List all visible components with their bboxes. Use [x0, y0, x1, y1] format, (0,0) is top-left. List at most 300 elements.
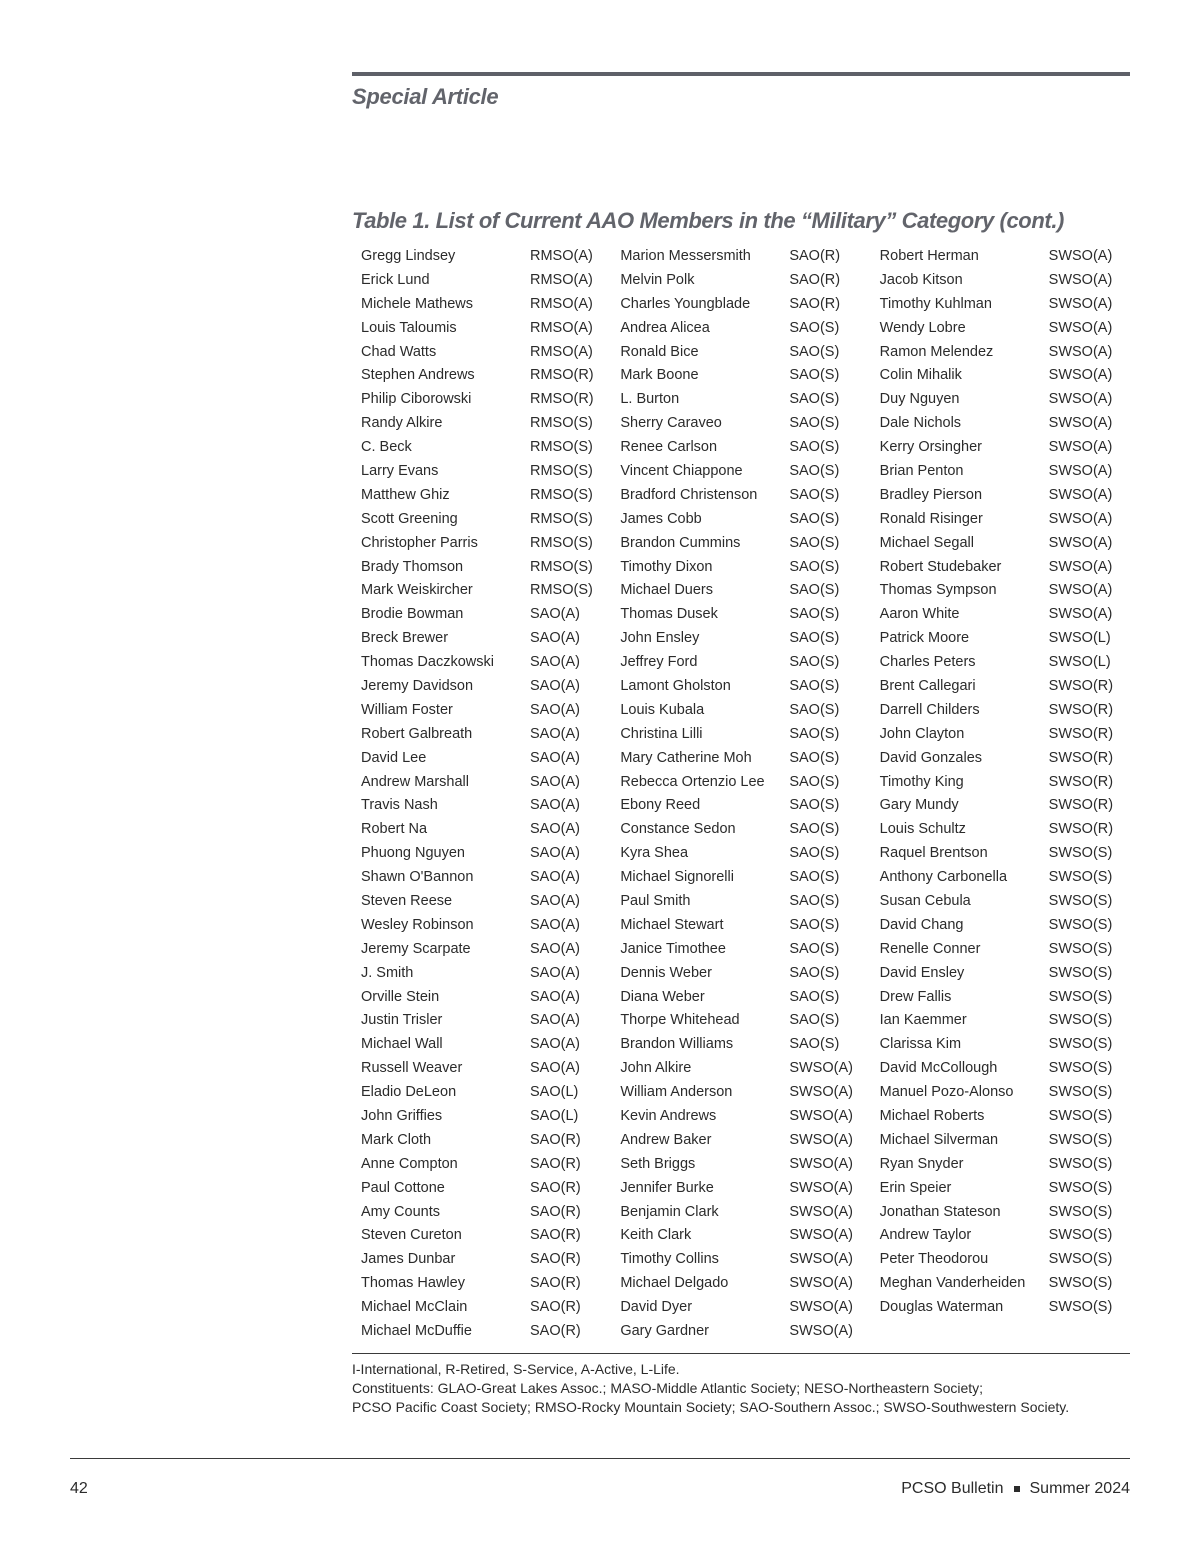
member-category: SWSO(A): [1048, 295, 1113, 312]
member-name: Jeremy Scarpate: [361, 940, 471, 957]
table-row: [352, 1224, 611, 1248]
member-category: RMSO(S): [530, 510, 593, 527]
member-category: SWSO(A): [1048, 486, 1113, 503]
member-name: Russell Weaver: [361, 1060, 463, 1077]
member-category: SAO(S): [789, 654, 840, 671]
table-row: [352, 817, 611, 841]
table-row: [871, 770, 1130, 794]
table-row: [871, 985, 1130, 1009]
table-row: [611, 1319, 870, 1343]
table-row: [871, 1009, 1130, 1033]
constituents-note-line-1: Constituents: GLAO-Great Lakes Assoc.; MASO-Middle Atlantic Society; NESO-Northeastern Society;: [352, 1380, 984, 1396]
member-category: SWSO(S): [1048, 1060, 1113, 1077]
member-name: Anne Compton: [361, 1155, 458, 1172]
member-category: SWSO(S): [1048, 869, 1113, 886]
table-row: [352, 1271, 611, 1295]
table-row: [352, 770, 611, 794]
table-row: [352, 674, 611, 698]
member-name: Douglas Waterman: [879, 1299, 1004, 1316]
member-category: SAO(A): [530, 701, 580, 718]
member-category: SAO(S): [789, 391, 840, 408]
member-category: SAO(R): [789, 247, 841, 264]
member-name: Michael Segall: [879, 534, 974, 551]
member-category: SAO(A): [530, 892, 580, 909]
table-row: [352, 746, 611, 770]
member-name: Louis Schultz: [879, 821, 966, 838]
member-name: Meghan Vanderheiden: [879, 1275, 1026, 1292]
table-row: [871, 1271, 1130, 1295]
member-category: SAO(R): [530, 1323, 581, 1340]
member-name: Sherry Caraveo: [620, 415, 722, 432]
member-category: SWSO(A): [1048, 534, 1113, 551]
member-name: Kyra Shea: [620, 845, 689, 862]
member-name: James Dunbar: [361, 1251, 456, 1268]
member-category: SWSO(A): [1048, 462, 1113, 479]
table-row: [871, 961, 1130, 985]
table-row: [352, 1080, 611, 1104]
table-row: [352, 889, 611, 913]
table-row: [352, 1247, 611, 1271]
member-name: Constance Sedon: [620, 821, 736, 838]
table-row: [871, 722, 1130, 746]
table-row: [352, 1104, 611, 1128]
member-category: SWSO(A): [789, 1108, 853, 1124]
member-category: SWSO(A): [789, 1179, 853, 1196]
member-name: Mark Boone: [620, 367, 699, 384]
member-name: Chad Watts: [361, 343, 437, 360]
table-row: [611, 1271, 870, 1295]
member-category: SAO(S): [789, 319, 840, 336]
table-row: [352, 722, 611, 746]
member-category: RMSO(A): [530, 271, 593, 288]
table-row: [611, 1080, 870, 1104]
member-name: Brandon Cummins: [620, 534, 741, 551]
table-row: [871, 411, 1130, 435]
table-row: [611, 555, 870, 579]
member-category: SWSO(A): [1048, 439, 1113, 456]
table-row: [611, 1128, 870, 1152]
member-category: SWSO(S): [1048, 916, 1113, 933]
table-row: [611, 435, 870, 459]
table-row: [611, 865, 870, 889]
member-name: Michael Wall: [361, 1036, 443, 1053]
member-name: Steven Reese: [361, 892, 453, 909]
member-category: SWSO(S): [1048, 892, 1113, 909]
member-name: Brandon Williams: [620, 1036, 734, 1053]
table-row: [352, 268, 611, 292]
member-category: SAO(A): [530, 630, 580, 647]
member-column-2: [611, 244, 870, 1343]
member-name: Stephen Andrews: [361, 367, 475, 384]
member-category: SWSO(S): [1048, 964, 1113, 981]
member-name: Randy Alkire: [361, 415, 443, 432]
member-category: SAO(A): [530, 1036, 580, 1053]
member-category: SAO(A): [530, 869, 580, 886]
table-notes: [352, 1360, 1069, 1417]
member-category: SWSO(A): [1048, 510, 1113, 527]
member-category: SWSO(A): [1048, 391, 1113, 408]
member-category: SAO(S): [789, 797, 840, 814]
member-category: SWSO(S): [1048, 1299, 1113, 1316]
table-row: [611, 459, 870, 483]
member-name: Drew Fallis: [879, 988, 952, 1005]
table-row: [871, 1104, 1130, 1128]
member-category: SWSO(A): [1048, 343, 1113, 360]
member-category: SWSO(S): [1048, 1275, 1113, 1292]
table-row: [871, 1176, 1130, 1200]
table-row: [352, 1295, 611, 1319]
member-name: Michael McDuffie: [361, 1323, 472, 1340]
member-category: SWSO(S): [1048, 1203, 1113, 1220]
member-category: SWSO(A): [1048, 271, 1113, 288]
table-row: [871, 363, 1130, 387]
table-row: [611, 1295, 870, 1319]
table-row: [611, 1224, 870, 1248]
member-name: Dennis Weber: [620, 964, 712, 981]
member-name: Matthew Ghiz: [361, 486, 450, 503]
table-row: [611, 316, 870, 340]
member-name: Brady Thomson: [361, 558, 464, 575]
table-bottom-rule: [352, 1353, 1130, 1354]
member-category: SWSO(A): [789, 1060, 853, 1077]
member-name: Lamont Gholston: [620, 677, 731, 694]
table-row: [611, 411, 870, 435]
member-category: SAO(S): [789, 773, 840, 790]
table-row: [871, 913, 1130, 937]
member-category: RMSO(S): [530, 439, 593, 456]
member-category: SAO(S): [789, 725, 840, 742]
footer-rule: [70, 1458, 1130, 1459]
member-name: Scott Greening: [361, 510, 458, 527]
table-row: [611, 387, 870, 411]
member-name: Jeremy Davidson: [361, 677, 474, 694]
member-name: William Anderson: [620, 1084, 733, 1101]
member-name: Mary Catherine Moh: [620, 749, 752, 766]
member-name: Brodie Bowman: [361, 606, 464, 623]
member-category: SAO(A): [530, 1060, 580, 1077]
member-name: Orville Stein: [361, 988, 440, 1005]
member-category: SWSO(R): [1048, 749, 1114, 766]
member-category: SAO(S): [789, 845, 840, 862]
member-category: SAO(S): [789, 630, 840, 647]
member-name: Gary Mundy: [879, 797, 959, 814]
table-row: [871, 507, 1130, 531]
table-row: [611, 1056, 870, 1080]
member-category: SWSO(S): [1048, 988, 1113, 1005]
member-category: SAO(S): [789, 510, 840, 527]
member-name: Ian Kaemmer: [879, 1012, 967, 1029]
table-row: [352, 340, 611, 364]
member-name: Robert Galbreath: [361, 725, 473, 742]
member-name: Andrew Taylor: [879, 1227, 972, 1244]
member-name: John Ensley: [620, 630, 700, 647]
member-name: Thomas Daczkowski: [361, 654, 494, 671]
member-name: Louis Taloumis: [361, 319, 457, 336]
member-name: Eladio DeLeon: [361, 1084, 457, 1101]
member-category: SAO(S): [789, 606, 840, 623]
table-row: [871, 817, 1130, 841]
table-row: [352, 841, 611, 865]
table-row: [352, 1128, 611, 1152]
member-category: SWSO(R): [1048, 677, 1114, 694]
member-name: Jacob Kitson: [879, 271, 963, 288]
member-category: SAO(R): [789, 295, 841, 312]
member-name: Colin Mihalik: [879, 367, 962, 384]
table-row: [871, 459, 1130, 483]
member-category: SWSO(R): [1048, 725, 1114, 742]
member-category: RMSO(S): [530, 462, 593, 479]
member-name: Marion Messersmith: [620, 247, 751, 264]
member-category: SWSO(S): [1048, 1012, 1113, 1029]
table-row: [611, 817, 870, 841]
table-row: [871, 841, 1130, 865]
member-name: William Foster: [361, 701, 453, 718]
member-column-1: [352, 244, 611, 1343]
member-category: SAO(A): [530, 773, 580, 790]
table-row: [611, 626, 870, 650]
member-category: SWSO(A): [789, 1275, 853, 1292]
member-name: Phuong Nguyen: [361, 845, 465, 862]
table-row: [871, 1247, 1130, 1271]
table-row: [871, 746, 1130, 770]
member-category: SAO(S): [789, 749, 840, 766]
member-name: David McCollough: [879, 1060, 998, 1077]
member-category: SWSO(L): [1048, 630, 1111, 647]
table-row: [352, 1032, 611, 1056]
member-name: Breck Brewer: [361, 630, 449, 647]
member-category: SWSO(S): [1048, 940, 1113, 957]
table-row: [352, 292, 611, 316]
table-row: [611, 483, 870, 507]
member-category: RMSO(A): [530, 319, 593, 336]
table-row: [611, 340, 870, 364]
table-row: [352, 961, 611, 985]
member-category: SAO(A): [530, 725, 580, 742]
member-name: Aaron White: [879, 606, 960, 623]
table-row: [352, 531, 611, 555]
table-row: [611, 793, 870, 817]
footer-publication: [901, 1480, 1130, 1498]
member-name: Robert Na: [361, 821, 428, 838]
member-category: SWSO(A): [1048, 415, 1113, 432]
table-row: [611, 1200, 870, 1224]
table-row: [611, 722, 870, 746]
table-row: [871, 483, 1130, 507]
member-category: SAO(R): [530, 1179, 581, 1196]
member-name: Duy Nguyen: [879, 391, 960, 408]
member-name: Charles Youngblade: [620, 295, 751, 312]
table-row: [871, 1295, 1130, 1319]
member-category: SAO(A): [530, 797, 580, 814]
table-row: [611, 746, 870, 770]
member-name: Justin Trisler: [361, 1012, 443, 1029]
member-category: SAO(R): [530, 1203, 581, 1220]
table-row: [352, 578, 611, 602]
member-category: SWSO(A): [1048, 606, 1113, 623]
table-row: [871, 650, 1130, 674]
member-name: Ronald Risinger: [879, 510, 983, 527]
member-name: David Gonzales: [879, 749, 983, 766]
table-row: [352, 793, 611, 817]
member-name: Steven Cureton: [361, 1227, 462, 1244]
member-column-3: [871, 244, 1130, 1343]
member-category: SWSO(A): [789, 1084, 853, 1101]
member-category: SAO(S): [789, 439, 840, 456]
table-row: [871, 1080, 1130, 1104]
table-row: [871, 1032, 1130, 1056]
member-name: Wesley Robinson: [361, 916, 474, 933]
header-rule: [352, 72, 1130, 76]
member-name: Benjamin Clark: [620, 1203, 719, 1220]
member-category: SAO(R): [530, 1299, 581, 1316]
member-name: Ronald Bice: [620, 343, 699, 360]
member-name: Peter Theodorou: [879, 1251, 989, 1268]
table-row: [611, 841, 870, 865]
table-row: [352, 1056, 611, 1080]
member-name: Michele Mathews: [361, 295, 474, 312]
member-name: Ramon Melendez: [879, 343, 994, 360]
table-row: [871, 865, 1130, 889]
member-category: SWSO(S): [1048, 845, 1113, 862]
member-category: SAO(S): [789, 343, 840, 360]
table-row: [611, 1152, 870, 1176]
member-name: Thomas Hawley: [361, 1275, 465, 1292]
table-row: [611, 1032, 870, 1056]
table-row: [871, 674, 1130, 698]
member-name: Ryan Snyder: [879, 1155, 964, 1172]
member-name: David Ensley: [879, 964, 965, 981]
member-category: SAO(S): [789, 916, 840, 933]
issue-date: Summer 2024: [1029, 1480, 1130, 1497]
member-category: SAO(R): [530, 1155, 581, 1172]
member-category: SAO(S): [789, 869, 840, 886]
member-category: RMSO(S): [530, 415, 593, 432]
member-category: SAO(R): [530, 1275, 581, 1292]
member-category: SWSO(A): [1048, 367, 1113, 384]
member-name: David Chang: [879, 916, 964, 933]
table-row: [611, 1176, 870, 1200]
member-name: Vincent Chiappone: [620, 462, 743, 479]
member-name: James Cobb: [620, 510, 702, 527]
member-category: SAO(A): [530, 606, 580, 623]
member-category: SAO(A): [530, 654, 580, 671]
member-name: Timothy Kuhlman: [879, 295, 992, 312]
table-row: [352, 985, 611, 1009]
member-category: SWSO(R): [1048, 773, 1114, 790]
table-row: [352, 316, 611, 340]
member-name: John Clayton: [879, 725, 965, 742]
member-name: Timothy Collins: [620, 1251, 719, 1268]
member-category: SAO(S): [789, 988, 840, 1005]
member-name: Manuel Pozo-Alonso: [879, 1084, 1014, 1101]
table-row: [352, 698, 611, 722]
member-name: Robert Herman: [879, 247, 979, 264]
member-category: SAO(A): [530, 821, 580, 838]
member-category: SAO(R): [530, 1227, 581, 1244]
table-row: [611, 244, 870, 268]
member-name: Anthony Carbonella: [879, 869, 1008, 886]
member-name: Renelle Conner: [879, 940, 981, 957]
member-name: Diana Weber: [620, 988, 705, 1005]
table-row: [611, 650, 870, 674]
member-category: RMSO(A): [530, 295, 593, 312]
member-category: SAO(A): [530, 749, 580, 766]
member-category: SAO(S): [789, 367, 840, 384]
table-row: [352, 937, 611, 961]
member-name: Shawn O'Bannon: [361, 869, 474, 886]
member-category: SAO(S): [789, 677, 840, 694]
table-row: [352, 626, 611, 650]
member-category: RMSO(A): [530, 247, 593, 264]
table-row: [611, 985, 870, 1009]
member-name: Charles Peters: [879, 654, 976, 671]
member-name: Travis Nash: [361, 797, 438, 814]
table-row: [871, 435, 1130, 459]
member-category: SWSO(A): [789, 1155, 853, 1172]
member-category: SAO(A): [530, 1012, 580, 1029]
table-row: [871, 531, 1130, 555]
member-category: SWSO(R): [1048, 797, 1114, 814]
member-category: SAO(A): [530, 940, 580, 957]
member-name: Ebony Reed: [620, 797, 701, 814]
member-category: SWSO(R): [1048, 701, 1114, 718]
member-name: Bradford Christenson: [620, 486, 758, 503]
table-row: [871, 340, 1130, 364]
member-category: SWSO(S): [1048, 1108, 1113, 1124]
member-name: Dale Nichols: [879, 415, 962, 432]
member-name: John Alkire: [620, 1060, 692, 1077]
member-name: Michael Roberts: [879, 1108, 985, 1124]
member-category: SAO(R): [530, 1251, 581, 1268]
member-name: Michael Duers: [620, 582, 713, 599]
table-row: [871, 578, 1130, 602]
table-row: [352, 1009, 611, 1033]
table-row: [611, 531, 870, 555]
member-category: SAO(S): [789, 582, 840, 599]
member-category: SAO(R): [530, 1131, 581, 1148]
table-row: [871, 1200, 1130, 1224]
member-name: Jennifer Burke: [620, 1179, 714, 1196]
member-category: RMSO(S): [530, 486, 593, 503]
member-name: Paul Cottone: [361, 1179, 445, 1196]
table-row: [871, 1152, 1130, 1176]
table-row: [871, 555, 1130, 579]
table-row: [352, 363, 611, 387]
member-category: SWSO(S): [1048, 1227, 1113, 1244]
square-bullet-icon: [1014, 1486, 1020, 1492]
member-name: Susan Cebula: [879, 892, 971, 909]
member-category: SAO(L): [530, 1084, 579, 1101]
member-name: Michael Signorelli: [620, 869, 734, 886]
member-category: SWSO(A): [1048, 247, 1113, 264]
table-row: [352, 555, 611, 579]
member-category: RMSO(S): [530, 582, 593, 599]
member-name: Michael Silverman: [879, 1131, 999, 1148]
member-name: Michael Stewart: [620, 916, 724, 933]
member-name: Seth Briggs: [620, 1155, 696, 1172]
table-row: [871, 1056, 1130, 1080]
member-category: SWSO(S): [1048, 1251, 1113, 1268]
member-category: RMSO(R): [530, 391, 594, 408]
member-category: SAO(S): [789, 486, 840, 503]
member-name: Paul Smith: [620, 892, 691, 909]
table-row: [871, 602, 1130, 626]
table-row: [611, 268, 870, 292]
member-category: RMSO(S): [530, 534, 593, 551]
legend-note: I-International, R-Retired, S-Service, A-Active, L-Life.: [352, 1361, 680, 1377]
table-row: [871, 889, 1130, 913]
table-row: [871, 937, 1130, 961]
